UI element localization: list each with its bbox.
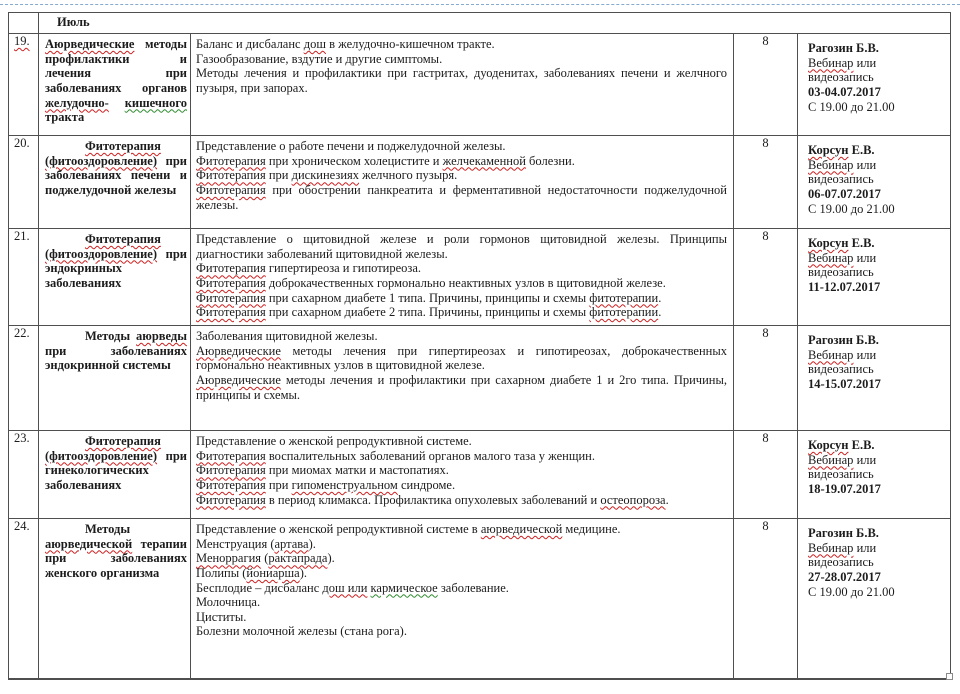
- text-segment: дискинезиях: [291, 168, 360, 183]
- text-segment: Фитотерапия: [196, 261, 266, 276]
- text-segment: Представление о работе печени и поджелудочной железы.: [196, 139, 506, 153]
- text-segment: или: [853, 540, 877, 555]
- text-segment: Вебинар: [808, 250, 854, 265]
- text-segment: ).: [327, 551, 335, 566]
- text-segment: кишечного: [124, 95, 187, 110]
- table-row: [9, 229, 951, 326]
- page-break-dashed-line: [0, 4, 960, 5]
- text-segment: или: [853, 452, 877, 467]
- text-segment: аюрведической: [45, 536, 133, 551]
- lecturer-line: [808, 100, 946, 115]
- text-segment: гипоменструальном: [291, 477, 398, 492]
- text-segment: 27-28.07.2017: [808, 569, 881, 584]
- lecturer-line: [808, 333, 946, 348]
- lecturer-line: [808, 526, 946, 541]
- text-segment: Методы: [85, 522, 131, 536]
- table-resize-handle[interactable]: [946, 673, 953, 680]
- description-line: [196, 329, 727, 344]
- text-segment: Газообразование, вздутие и другие симптомы.: [196, 51, 443, 66]
- text-segment: остеопороза: [600, 492, 666, 507]
- description-line: [196, 291, 727, 306]
- text-segment: видеозапись: [808, 70, 874, 85]
- text-segment: Фитотерапия: [196, 182, 266, 197]
- text-segment: медицине.: [562, 522, 621, 536]
- text-segment: методы лечения при гипертиреозах и гипотиреозах, доброкачественных гормонально неактивных узлов в щитовидной железе.: [196, 343, 727, 373]
- text-segment: Фитотерапия: [85, 232, 161, 246]
- text-segment: видеозапись: [808, 467, 874, 482]
- description-line: [196, 373, 727, 402]
- text-segment: ).: [299, 565, 308, 580]
- text-segment: гипертиреоза и гипотиреоза.: [265, 261, 422, 276]
- text-segment: 20.: [14, 136, 30, 150]
- description-line: [196, 478, 727, 493]
- description-line: [196, 154, 727, 169]
- schedule-table-body: [9, 13, 951, 679]
- text-segment: видеозапись: [808, 362, 874, 377]
- description-line: [196, 522, 727, 537]
- hours-value: 8: [762, 431, 769, 445]
- topic-title: [45, 232, 187, 291]
- text-segment: терапии при заболеваниях женского организма: [45, 536, 187, 580]
- topic-cell: [39, 431, 191, 519]
- lecturer-cell: [798, 229, 951, 326]
- text-segment: видеозапись: [808, 172, 874, 187]
- text-segment: видеозапись: [808, 555, 874, 570]
- description-line: [196, 566, 727, 581]
- text-segment: Фитотерапия: [85, 139, 161, 153]
- text-segment: Вебинар: [808, 347, 854, 362]
- text-segment: или: [853, 157, 877, 172]
- lecturer-line: [808, 438, 946, 453]
- text-segment: Аюрведические: [196, 372, 281, 387]
- text-segment: при миомах матки и мастопатиях.: [265, 463, 449, 478]
- text-segment: желчного пузыря.: [359, 168, 458, 183]
- text-segment: Вебинар: [808, 55, 854, 70]
- text-segment: при сахарном диабете 2 типа. Причины, принципы и схемы: [265, 305, 590, 320]
- hours-cell: [734, 326, 798, 431]
- lecturer-line: [808, 251, 946, 266]
- text-segment: Менструация (: [196, 536, 275, 551]
- text-segment: болезни.: [525, 153, 575, 168]
- text-segment: Представление о женской репродуктивной системе.: [196, 434, 472, 448]
- month-header-cell: Июль: [39, 13, 951, 34]
- text-segment: Корсун: [808, 438, 849, 452]
- text-segment: С 19.00 до 21.00: [808, 99, 895, 114]
- description-line: [196, 624, 727, 639]
- description-line: [196, 66, 727, 95]
- text-segment: .: [665, 492, 669, 507]
- topic-title: [45, 434, 187, 493]
- lecturer-line: [808, 172, 946, 187]
- text-segment: Рагозин Б.В.: [808, 41, 879, 55]
- text-segment: 22.: [14, 326, 30, 340]
- text-segment: С 19.00 до 21.00: [808, 584, 895, 599]
- description-cell: [191, 229, 734, 326]
- text-segment: Е.В.: [848, 143, 875, 157]
- topic-title: [45, 329, 187, 373]
- text-segment: ).: [308, 536, 316, 551]
- text-segment: воспалительных заболеваний органов малого таза у женщин.: [265, 448, 595, 463]
- text-segment: Фитотерапия: [196, 290, 266, 305]
- text-segment: Методы лечения и профилактики при гастритах, дуоденитах, заболеваниях печени и желчного пузыря, при запорах.: [196, 66, 727, 95]
- text-segment: Фитотерапия: [196, 153, 266, 168]
- text-segment: Баланс и дисбаланс: [196, 37, 304, 51]
- text-segment: при заболеваниях эндокринной системы: [45, 343, 187, 373]
- description-line: [196, 493, 727, 508]
- description-line: [196, 610, 727, 625]
- table-row: [9, 34, 951, 136]
- table-row: [9, 519, 951, 679]
- lecturer-line: [808, 377, 946, 392]
- month-header-row: [9, 13, 951, 34]
- topic-cell: [39, 34, 191, 136]
- lecturer-line: [808, 555, 946, 570]
- text-segment: Бесплодие – дисбаланс: [196, 580, 323, 595]
- text-segment: Молочница.: [196, 595, 261, 610]
- text-segment: фитотерапии: [589, 305, 659, 320]
- text-segment: заболевание.: [437, 580, 509, 595]
- text-segment: Заболевания щитовидной железы.: [196, 329, 378, 343]
- topic-cell: [39, 229, 191, 326]
- hours-cell: [734, 519, 798, 679]
- text-segment: 24.: [14, 519, 30, 533]
- text-segment: (фитооздоровление): [45, 246, 158, 261]
- description-cell: [191, 34, 734, 136]
- description-line: [196, 261, 727, 276]
- lecturer-cell: [798, 34, 951, 136]
- text-segment: Рагозин Б.В.: [808, 526, 879, 540]
- description-line: [196, 52, 727, 67]
- text-segment: (фитооздоровление): [45, 153, 158, 168]
- description-line: [196, 305, 727, 320]
- hours-value: 8: [762, 34, 769, 48]
- description-line: [196, 537, 727, 552]
- lecturer-line: [808, 202, 946, 217]
- text-segment: при эндокринных заболеваниях: [45, 246, 187, 290]
- text-segment: Рагозин Б.В.: [808, 333, 879, 347]
- topic-cell: [39, 136, 191, 229]
- row-number-cell: [9, 519, 39, 679]
- topic-cell: [39, 326, 191, 431]
- text-segment: Е.В.: [848, 236, 875, 250]
- hours-value: 8: [762, 136, 769, 150]
- lecturer-line: [808, 158, 946, 173]
- hours-value: 8: [762, 519, 769, 533]
- month-header-empty-cell: [9, 13, 39, 34]
- table-row: [9, 326, 951, 431]
- description-line: [196, 551, 727, 566]
- text-segment: Е.В.: [848, 438, 875, 452]
- description-line: [196, 37, 727, 52]
- text-segment: (фитооздоровление): [45, 448, 158, 463]
- lecturer-cell: [798, 519, 951, 679]
- text-segment: фитотерапии: [589, 290, 659, 305]
- text-segment: видеозапись: [808, 265, 874, 280]
- text-segment: Корсун: [808, 236, 849, 250]
- text-segment: Аюрведические: [196, 343, 281, 358]
- text-segment: желудочно-: [45, 95, 109, 110]
- description-line: [196, 434, 727, 449]
- row-number-cell: [9, 34, 39, 136]
- hours-cell: [734, 229, 798, 326]
- text-segment: Вебинар: [808, 540, 854, 555]
- text-segment: Меноррагия: [196, 551, 262, 566]
- hours-value: 8: [762, 326, 769, 340]
- description-line: [196, 595, 727, 610]
- lecturer-line: [808, 41, 946, 56]
- text-segment: 11-12.07.2017: [808, 279, 881, 294]
- text-segment: при гинекологических заболеваниях: [45, 448, 187, 492]
- lecturer-line: [808, 143, 946, 158]
- lecturer-line: [808, 362, 946, 377]
- text-segment: .: [658, 305, 662, 320]
- text-segment: желчекаменной: [442, 153, 526, 168]
- lecturer-line: [808, 348, 946, 363]
- text-segment: 18-19.07.2017: [808, 481, 881, 496]
- lecturer-line: [808, 482, 946, 497]
- description-cell: [191, 519, 734, 679]
- description-line: [196, 168, 727, 183]
- row-number-cell: [9, 326, 39, 431]
- topic-cell: [39, 519, 191, 679]
- text-segment: 03-04.07.2017: [808, 84, 881, 99]
- topic-title: [45, 139, 187, 198]
- text-segment: 23.: [14, 431, 30, 445]
- lecturer-line: [808, 280, 946, 295]
- lecturer-line: [808, 467, 946, 482]
- text-segment: (: [261, 551, 269, 566]
- description-line: [196, 581, 727, 596]
- text-segment: при заболеваниях печени и поджелудочной железы: [45, 153, 187, 197]
- text-segment: Фитотерапия: [196, 477, 266, 492]
- text-segment: Фитотерапия: [196, 275, 266, 290]
- text-segment: Фитотерапия: [196, 305, 266, 320]
- text-segment: Фитотерапия: [196, 168, 266, 183]
- text-segment: рактапрада: [268, 551, 328, 566]
- text-segment: 21.: [14, 229, 30, 243]
- text-segment: дош или: [322, 580, 368, 595]
- text-segment: аюрведы: [136, 329, 187, 343]
- text-segment: при: [265, 168, 292, 183]
- text-segment: дош: [303, 37, 326, 51]
- hours-cell: [734, 34, 798, 136]
- course-schedule-table: [8, 12, 951, 680]
- lecturer-line: [808, 70, 946, 85]
- text-segment: 19.: [14, 34, 30, 48]
- text-segment: или: [853, 55, 877, 70]
- text-segment: кармическое: [370, 580, 438, 595]
- text-segment: или: [853, 250, 877, 265]
- topic-title: [45, 37, 187, 125]
- text-segment: Вебинар: [808, 452, 854, 467]
- description-line: [196, 276, 727, 291]
- text-segment: Фитотерапия: [196, 492, 266, 507]
- hours-cell: [734, 136, 798, 229]
- description-cell: [191, 431, 734, 519]
- text-segment: Фитотерапия: [196, 463, 266, 478]
- text-segment: при: [265, 477, 292, 492]
- text-segment: методы лечения и профилактики при сахарном диабете 1 и 2го типа. Причины, принципы и схемы.: [196, 372, 727, 402]
- text-segment: Циститы.: [196, 609, 247, 624]
- description-line: [196, 232, 727, 261]
- text-segment: Фитотерапия: [196, 448, 266, 463]
- lecturer-cell: [798, 431, 951, 519]
- text-segment: при обострении панкреатита и ферментативной недостаточности поджелудочной железы.: [196, 182, 727, 212]
- text-segment: Полипы (: [196, 565, 247, 580]
- text-segment: йониарша: [246, 565, 300, 580]
- lecturer-line: [808, 56, 946, 71]
- table-row: [9, 431, 951, 519]
- description-line: [196, 183, 727, 212]
- text-segment: 06-07.07.2017: [808, 186, 881, 201]
- text-segment: Вебинар: [808, 157, 854, 172]
- text-segment: при сахарном диабете 1 типа. Причины, принципы и схемы: [265, 290, 590, 305]
- hours-value: 8: [762, 229, 769, 243]
- lecturer-line: [808, 187, 946, 202]
- text-segment: тракта: [45, 110, 85, 125]
- text-segment: С 19.00 до 21.00: [808, 201, 895, 216]
- text-segment: [109, 96, 125, 110]
- text-segment: в период климакса. Профилактика опухолевых заболеваний и: [265, 492, 601, 507]
- description-line: [196, 344, 727, 373]
- text-segment: Представление о женской репродуктивной системе в: [196, 522, 481, 536]
- lecturer-line: [808, 585, 946, 600]
- lecturer-line: [808, 453, 946, 468]
- row-number-cell: [9, 431, 39, 519]
- row-number-cell: [9, 136, 39, 229]
- description-cell: [191, 326, 734, 431]
- lecturer-cell: [798, 326, 951, 431]
- text-segment: Аюрведические: [45, 37, 135, 51]
- text-segment: Болезни молочной железы (стана рога).: [196, 624, 407, 639]
- table-row: [9, 136, 951, 229]
- text-segment: Представление о щитовидной железе и роли гормонов щитовидной железы. Принципы диагностики заболеваний щитовидной железы.: [196, 232, 727, 261]
- lecturer-line: [808, 236, 946, 251]
- hours-cell: [734, 431, 798, 519]
- text-segment: аюрведической: [480, 522, 563, 536]
- text-segment: синдроме.: [397, 477, 456, 492]
- text-segment: методы профилактики и лечения при заболеваниях органов: [45, 37, 187, 95]
- lecturer-line: [808, 570, 946, 585]
- row-number-cell: [9, 229, 39, 326]
- text-segment: .: [658, 290, 662, 305]
- lecturer-line: [808, 85, 946, 100]
- text-segment: в желудочно-кишечном тракте.: [325, 37, 495, 51]
- description-cell: [191, 136, 734, 229]
- text-segment: при хроническом холецистите и: [265, 153, 443, 168]
- lecturer-line: [808, 541, 946, 556]
- lecturer-cell: [798, 136, 951, 229]
- lecturer-line: [808, 265, 946, 280]
- description-line: [196, 139, 727, 154]
- description-line: [196, 463, 727, 478]
- text-segment: артава: [274, 536, 309, 551]
- text-segment: или: [853, 347, 877, 362]
- text-segment: 14-15.07.2017: [808, 376, 881, 391]
- text-segment: Корсун: [808, 143, 849, 157]
- text-segment: Фитотерапия: [85, 434, 161, 448]
- description-line: [196, 449, 727, 464]
- text-segment: Методы: [85, 329, 137, 343]
- text-segment: доброкачественных гормонально неактивных узлов в щитовидной железе.: [265, 275, 666, 290]
- topic-title: [45, 522, 187, 581]
